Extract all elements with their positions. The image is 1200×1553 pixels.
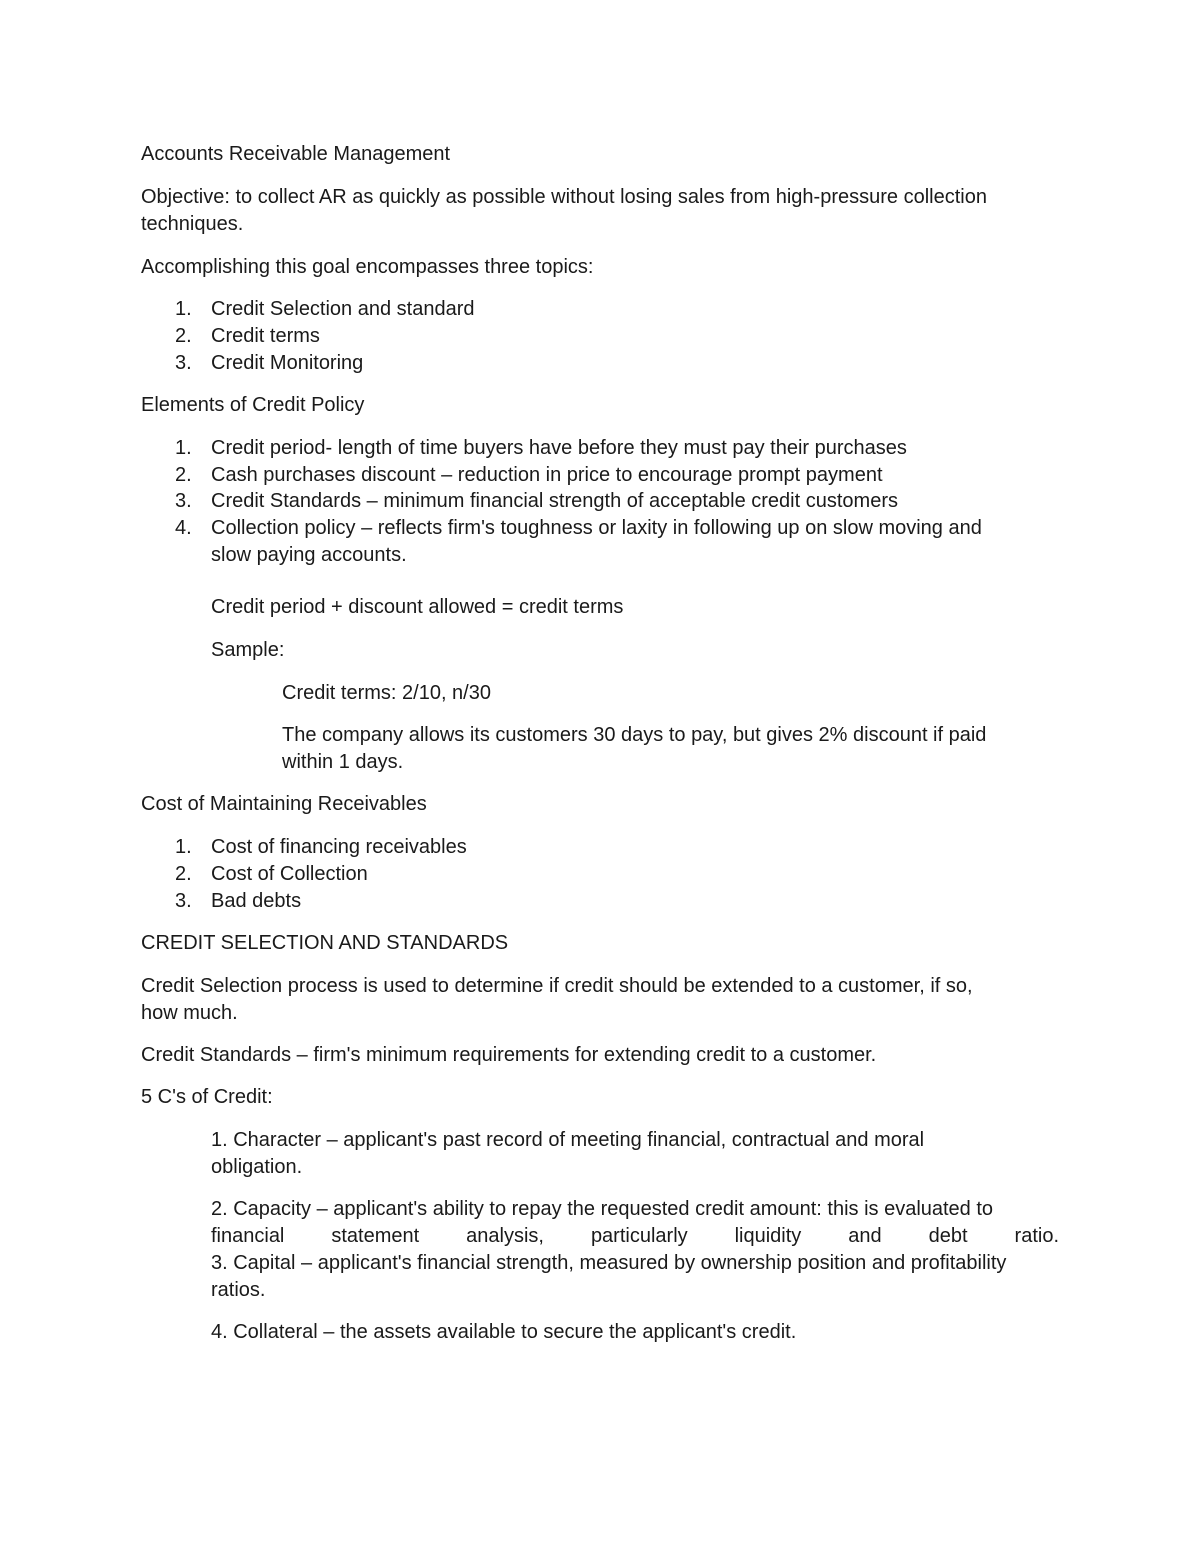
justified-word: particularly xyxy=(590,1225,688,1247)
five-cs-heading: 5 C's of Credit: xyxy=(141,1086,273,1108)
capacity-line-1: 2. Capacity – applicant's ability to repay the requested credit amount: this is evaluated to xyxy=(211,1198,994,1220)
document-title: Accounts Receivable Management xyxy=(141,143,451,165)
character-line-2: obligation. xyxy=(211,1156,303,1178)
sample-description-line-1: The company allows its customers 30 days to pay, but gives 2% discount if paid xyxy=(282,724,987,746)
list-item-number: 1. xyxy=(175,298,192,320)
list-item: Credit terms xyxy=(211,325,320,347)
objective-line-1: Objective: to collect AR as quickly as possible without losing sales from high-pressure collection xyxy=(141,186,987,208)
list-item: Cost of Collection xyxy=(211,863,368,885)
collateral-text: 4. Collateral – the assets available to secure the applicant's credit. xyxy=(211,1321,797,1343)
list-item-number: 3. xyxy=(175,352,192,374)
accomplishing-text: Accomplishing this goal encompasses three topics: xyxy=(141,256,594,278)
sample-credit-terms: Credit terms: 2/10, n/30 xyxy=(282,682,491,704)
list-item-continuation: slow paying accounts. xyxy=(211,544,407,566)
list-item: Credit Standards – minimum financial strength of acceptable credit customers xyxy=(211,490,898,512)
credit-standards-text: Credit Standards – firm's minimum requirements for extending credit to a customer. xyxy=(141,1044,877,1066)
list-item-number: 4. xyxy=(175,517,192,539)
list-item: Cost of financing receivables xyxy=(211,836,467,858)
character-line-1: 1. Character – applicant's past record of meeting financial, contractual and moral xyxy=(211,1129,925,1151)
justified-word: and xyxy=(848,1225,882,1247)
list-item-number: 2. xyxy=(175,325,192,347)
credit-selection-process-line-2: how much. xyxy=(141,1002,238,1024)
credit-selection-process-line-1: Credit Selection process is used to determine if credit should be extended to a customer, if so, xyxy=(141,975,973,997)
list-item-number: 3. xyxy=(175,490,192,512)
list-item: Credit Selection and standard xyxy=(211,298,475,320)
justified-word: liquidity xyxy=(734,1225,802,1247)
sample-label: Sample: xyxy=(211,639,285,661)
credit-terms-formula: Credit period + discount allowed = credit terms xyxy=(211,596,624,618)
list-item: Bad debts xyxy=(211,890,302,912)
list-item-number: 2. xyxy=(175,464,192,486)
justified-word: ratio. xyxy=(1014,1225,1059,1247)
list-item-number: 3. xyxy=(175,890,192,912)
cost-heading: Cost of Maintaining Receivables xyxy=(141,793,427,815)
list-item-number: 1. xyxy=(175,437,192,459)
justified-word: statement xyxy=(331,1225,420,1247)
list-item: Collection policy – reflects firm's toughness or laxity in following up on slow moving and xyxy=(211,517,982,539)
capital-line-2: ratios. xyxy=(211,1279,266,1301)
credit-selection-heading: CREDIT SELECTION AND STANDARDS xyxy=(141,932,509,954)
list-item-number: 1. xyxy=(175,836,192,858)
list-item-number: 2. xyxy=(175,863,192,885)
list-item: Cash purchases discount – reduction in price to encourage prompt payment xyxy=(211,464,883,486)
justified-word: financial xyxy=(211,1225,285,1247)
list-item: Credit Monitoring xyxy=(211,352,364,374)
justified-word: analysis, xyxy=(466,1225,544,1247)
objective-line-2: techniques. xyxy=(141,213,244,235)
capital-line-1: 3. Capital – applicant's financial strength, measured by ownership position and profitability xyxy=(211,1252,1007,1274)
elements-heading: Elements of Credit Policy xyxy=(141,394,365,416)
list-item: Credit period- length of time buyers have before they must pay their purchases xyxy=(211,437,907,459)
sample-description-line-2: within 1 days. xyxy=(282,751,404,773)
capacity-line-2 xyxy=(211,1223,1059,1250)
justified-word: debt xyxy=(928,1225,968,1247)
